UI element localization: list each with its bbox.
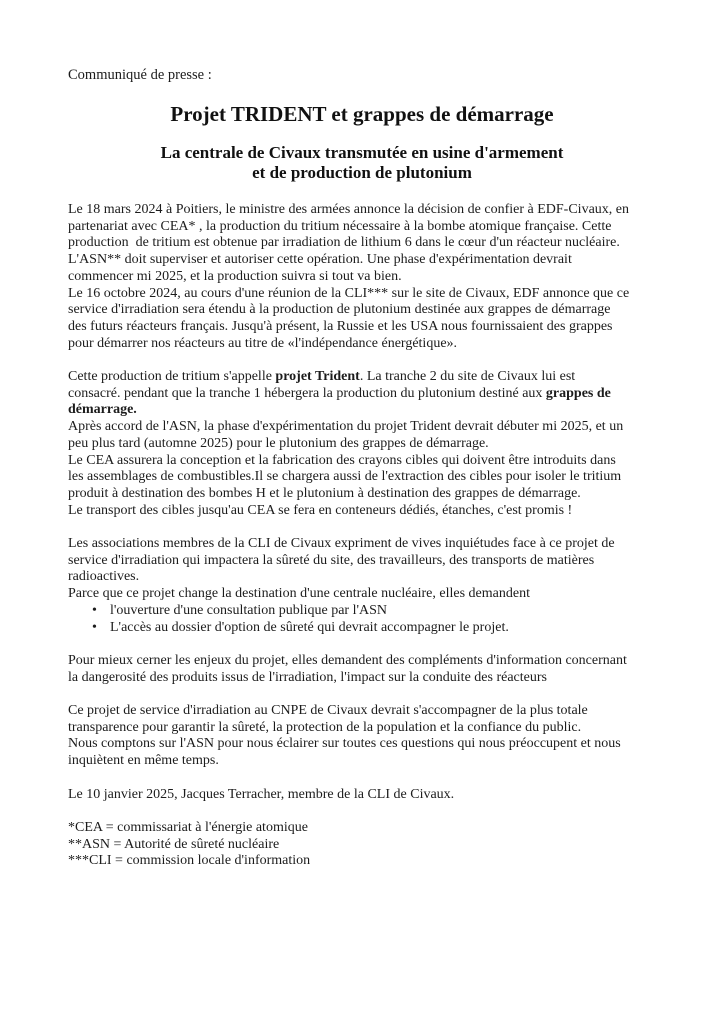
- text-line: [68, 302, 656, 319]
- bullet-icon: •: [92, 602, 97, 618]
- line-text: consacré. pendant que la tranche 1 hébergera la production du plutonium destiné aux grappes de: [68, 385, 611, 401]
- line-text: *CEA = commissariat à l'énergie atomique: [68, 819, 308, 835]
- text-line: [68, 569, 656, 586]
- line-text: commencer mi 2025, et la production suivra si tout va bien.: [68, 268, 402, 284]
- line-text: ***CLI = commission locale d'information: [68, 853, 311, 869]
- line-text: démarrage.: [68, 402, 137, 418]
- line-text: les assemblages de combustibles.Il se chargera aussi de l'extraction des cibles pour isoler le tritium: [68, 469, 622, 485]
- text-line: [68, 453, 656, 470]
- line-text: Pour mieux cerner les enjeux du projet, elles demandent des compléments d'information concernant: [68, 652, 627, 668]
- text-line: [68, 219, 656, 236]
- text-line: [68, 436, 656, 453]
- blank-line: [68, 770, 656, 787]
- page-subtitle-line-2: et de production de plutonium: [252, 163, 472, 182]
- line-text: des futurs réacteurs français. Jusqu'à présent, la Russie et les USA nous fournissaient des grappes: [68, 318, 613, 334]
- line-text: radioactives.: [68, 569, 140, 585]
- text-line: [68, 369, 656, 386]
- line-text: Le transport des cibles jusqu'au CEA se fera en conteneurs dédiés, étanches, c'est promis !: [68, 502, 573, 518]
- text-line: [68, 386, 656, 403]
- text-line: [68, 853, 656, 870]
- line-text: Ce projet de service d'irradiation au CNPE de Civaux devrait s'accompagner de la plus totale: [68, 703, 588, 719]
- line-text: partenariat avec CEA* , la production du tritium nécessaire à la bombe atomique française. Cette: [68, 218, 612, 234]
- press-release-kicker: Communiqué de presse :: [68, 67, 212, 83]
- text-line: [68, 503, 656, 520]
- text-line: [68, 235, 656, 252]
- text-line: [68, 820, 656, 837]
- line-text: Nous comptons sur l'ASN pour nous éclairer sur toutes ces questions qui nous préoccupent et nous: [68, 736, 621, 752]
- text-line: [68, 536, 656, 553]
- text-line: [68, 419, 656, 436]
- text-line: [68, 670, 656, 687]
- text-line: [68, 486, 656, 503]
- line-text: Le 10 janvier 2025, Jacques Terracher, membre de la CLI de Civaux.: [68, 786, 455, 802]
- line-text: L'ASN** doit superviser et autoriser cette opération. Une phase d'expérimentation devrait: [68, 252, 572, 268]
- line-text: Le 16 octobre 2024, au cours d'une réunion de la CLI*** sur le site de Civaux, EDF annonce que ce: [68, 285, 630, 301]
- text-line: [68, 720, 656, 737]
- line-text: Le 18 mars 2024 à Poitiers, le ministre des armées annonce la décision de confier à EDF-Civaux, en: [68, 202, 629, 217]
- blank-line: [68, 352, 656, 369]
- text-line: [68, 586, 656, 603]
- bullet-item: [68, 620, 656, 637]
- line-text: pour démarrer nos réacteurs au titre de «l'indépendance énergétique».: [68, 335, 458, 351]
- text-line: [68, 286, 656, 303]
- page-subtitle: [68, 143, 656, 183]
- blank-line: [68, 686, 656, 703]
- page-title: Projet TRIDENT et grappes de démarrage: [170, 102, 554, 126]
- page-subtitle-line-1: La centrale de Civaux transmutée en usine d'armement: [160, 143, 564, 162]
- blank-line: [68, 519, 656, 536]
- line-text: production de tritium est obtenue par irradiation de lithium 6 dans le cœur d'un réacteur nucléaire.: [68, 235, 620, 251]
- text-line: [68, 252, 656, 269]
- line-text: Cette production de tritium s'appelle projet Trident. La tranche 2 du site de Civaux lui est: [68, 369, 576, 385]
- line-text: inquiètent en même temps.: [68, 753, 219, 769]
- line-text: Les associations membres de la CLI de Civaux expriment de vives inquiétudes face à ce projet de: [68, 536, 615, 552]
- bullet-item: [68, 603, 656, 620]
- text-line: [68, 787, 656, 804]
- text-line: [68, 837, 656, 854]
- line-text: Après accord de l'ASN, la phase d'expérimentation du projet Trident devrait débuter mi 2025, et un: [68, 419, 624, 435]
- line-text: service d'irradiation qui impactera la sûreté du site, des travailleurs, des transports de matières: [68, 552, 595, 568]
- blank-line: [68, 636, 656, 653]
- text-line: [68, 269, 656, 286]
- text-line: [68, 319, 656, 336]
- text-line: [68, 202, 656, 219]
- document-body: [68, 202, 656, 870]
- line-text: L'accès au dossier d'option de sûreté qui devrait accompagner le projet.: [110, 619, 509, 635]
- text-line: [68, 653, 656, 670]
- text-line: [68, 703, 656, 720]
- text-line: [68, 469, 656, 486]
- line-text: Le CEA assurera la conception et la fabrication des crayons cibles qui doivent être introduits dans: [68, 452, 616, 468]
- text-line: [68, 553, 656, 570]
- blank-line: [68, 803, 656, 820]
- text-line: [68, 736, 656, 753]
- text-line: [68, 336, 656, 353]
- bullet-icon: •: [92, 619, 97, 635]
- line-text: **ASN = Autorité de sûreté nucléaire: [68, 836, 280, 852]
- text-line: [68, 753, 656, 770]
- line-text: produit à destination des bombes H et le plutonium à destination des grappes de démarrage.: [68, 485, 581, 501]
- line-text: Parce que ce projet change la destination d'une centrale nucléaire, elles demandent: [68, 586, 530, 602]
- line-text: peu plus tard (automne 2025) pour le plutonium des grappes de démarrage.: [68, 435, 489, 451]
- line-text: transparence pour garantir la sûreté, la protection de la population et la confiance du public.: [68, 719, 582, 735]
- text-line: [68, 402, 656, 419]
- line-text: l'ouverture d'une consultation publique par l'ASN: [110, 602, 388, 618]
- line-text: la dangerosité des produits issus de l'irradiation, l'impact sur la conduite des réacteurs: [68, 669, 547, 685]
- line-text: service d'irradiation sera étendu à la production de plutonium destinée aux grappes de démarrage: [68, 302, 611, 318]
